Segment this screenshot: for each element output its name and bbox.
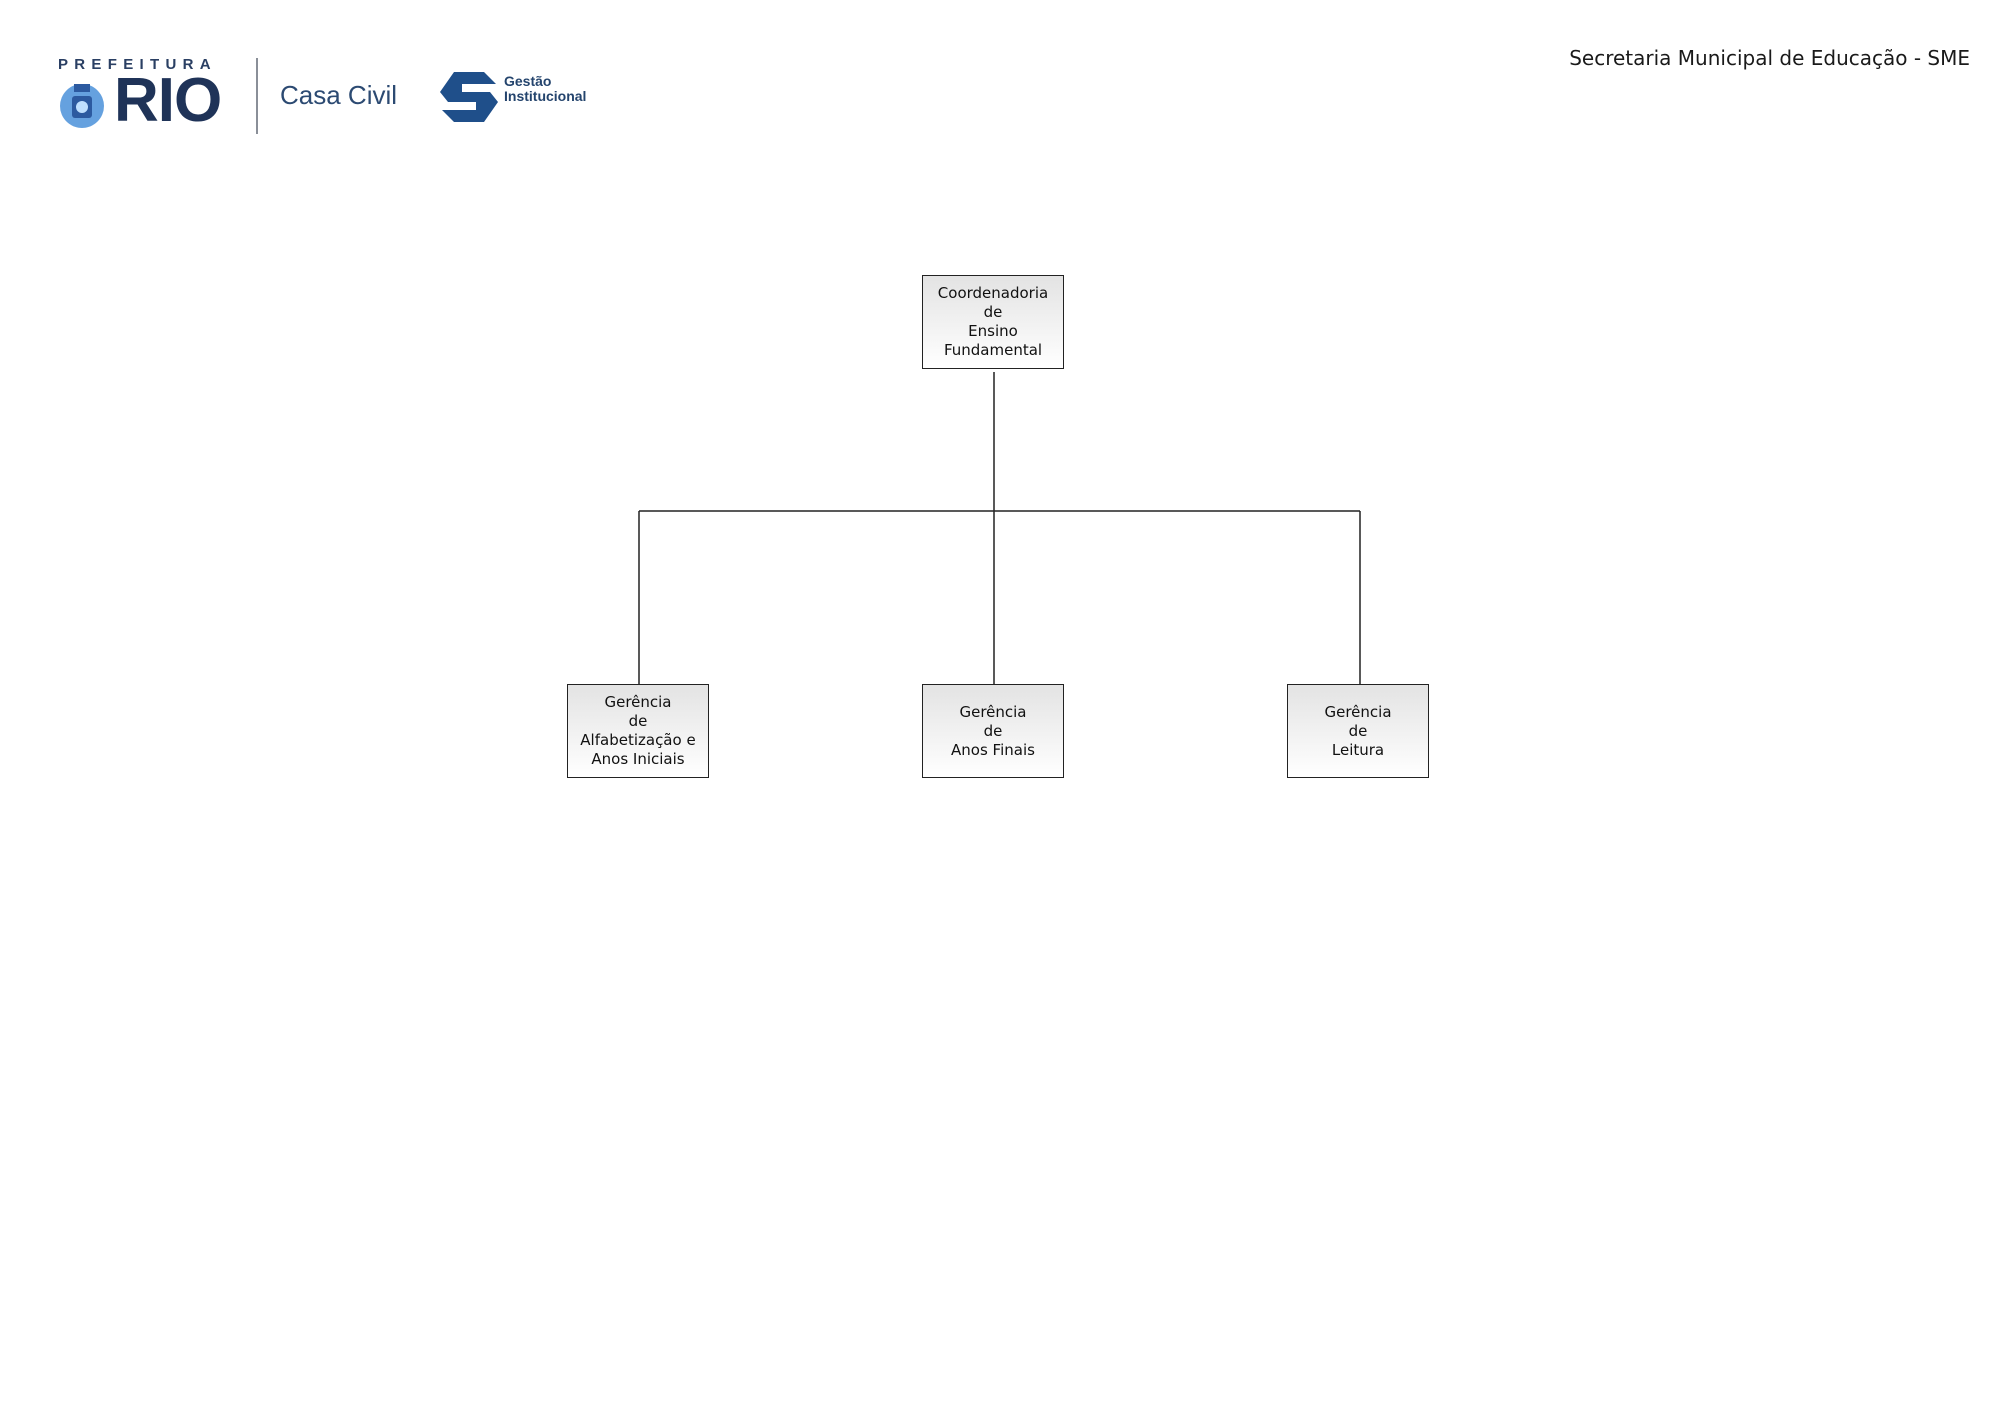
node-line: de (983, 721, 1003, 740)
rio-logo-text: RIO (114, 66, 222, 135)
gestao-line-1: Gestão (504, 73, 552, 89)
node-gerencia-anos-finais (922, 684, 1064, 778)
node-line: Gerência (959, 702, 1027, 721)
node-line: Coordenadoria (937, 284, 1049, 302)
node-line: Alfabetização e (580, 731, 696, 749)
node-line: Fundamental (943, 341, 1043, 359)
node-line: Gerência (604, 693, 672, 711)
node-line: de (628, 712, 648, 730)
organization-title: Secretaria Municipal de Educação - SME (1569, 46, 1970, 70)
node-line: Anos Iniciais (591, 750, 685, 768)
node-gerencia-alfabetizacao (567, 684, 709, 778)
node-line: de (983, 303, 1003, 321)
node-line: Gerência (1324, 702, 1392, 721)
node-line: Anos Finais (951, 740, 1035, 759)
gestao-line-2: Institucional (504, 88, 587, 104)
node-gerencia-leitura (1287, 684, 1429, 778)
node-line: Leitura (1331, 740, 1385, 759)
prefeitura-logo-text: PREFEITURA (58, 56, 217, 73)
node-line: de (1348, 721, 1368, 740)
node-line: Ensino (968, 322, 1018, 340)
casa-civil-logo-text: Casa Civil (280, 80, 398, 110)
node-coordenadoria-ensino-fundamental (922, 275, 1064, 369)
